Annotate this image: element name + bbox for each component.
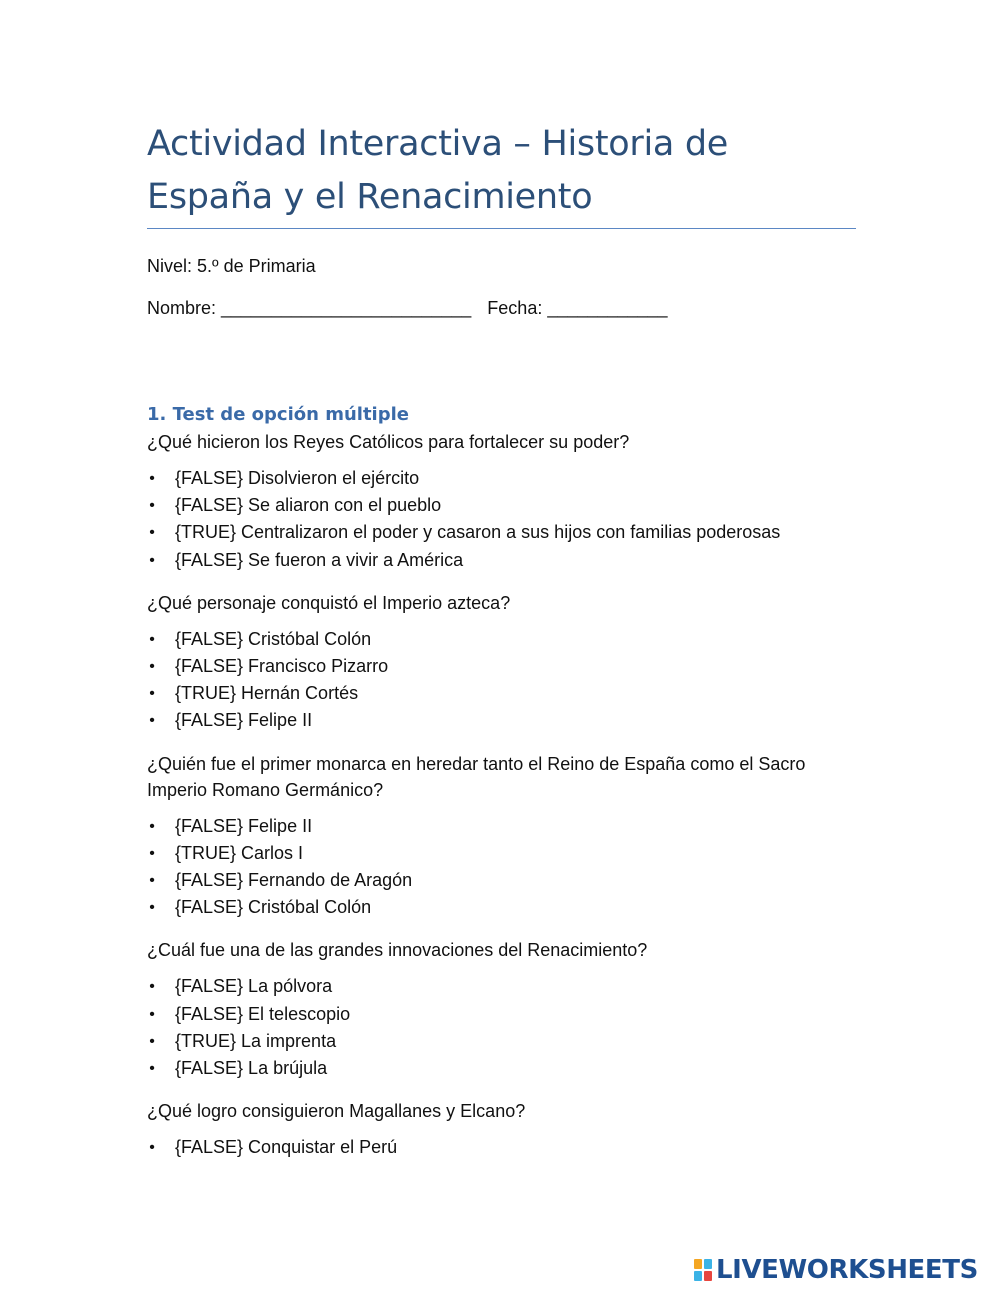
option-item[interactable] [147,894,857,921]
bullet-icon: • [149,844,155,862]
logo-text: LIVEWORKSHEETS [716,1255,978,1285]
option-label: {TRUE} Centralizaron el poder y casaron a sus hijos con familias poderosas [175,522,781,543]
option-label: {FALSE} La brújula [175,1058,328,1079]
question-list [147,429,857,1161]
option-item[interactable] [147,519,857,546]
option-label: {FALSE} Felipe II [175,815,313,836]
option-list [147,813,857,922]
option-item[interactable] [147,547,857,574]
bullet-icon: • [149,978,155,996]
option-list [147,1134,857,1161]
name-field[interactable]: Nombre: _________________________ [147,298,472,318]
bullet-icon: • [149,899,155,917]
question-text: ¿Quién fue el primer monarca en heredar tanto el Reino de España como el Sacro Imperio Romano Germánico? [147,753,806,800]
option-item[interactable] [147,680,857,707]
option-label: {FALSE} Francisco Pizarro [175,656,389,677]
option-item[interactable] [147,1055,857,1082]
option-list [147,973,857,1082]
bullet-icon: • [149,1139,155,1157]
liveworksheets-logo-icon [693,1258,713,1282]
section-heading: 1. Test de opción múltiple [147,404,409,425]
level-text: Nivel: 5.º de Primaria [147,256,316,276]
option-item[interactable] [147,813,857,840]
option-item[interactable] [147,1134,857,1161]
option-list [147,465,857,574]
option-item[interactable] [147,465,857,492]
question-block [147,590,857,735]
bullet-icon: • [149,817,155,835]
option-list [147,626,857,735]
bullet-icon: • [149,630,155,648]
option-item[interactable] [147,973,857,1000]
bullet-icon: • [149,685,155,703]
page-title [147,118,857,224]
option-label: {FALSE} Felipe II [175,710,313,731]
question-block [147,429,857,574]
bullet-icon: • [149,1032,155,1050]
title-line-1: Actividad Interactiva – Historia de [147,124,729,164]
option-item[interactable] [147,707,857,734]
title-divider [147,228,856,229]
option-item[interactable] [147,1001,857,1028]
option-item[interactable] [147,653,857,680]
question-block [147,937,857,1082]
question-text: ¿Cuál fue una de las grandes innovaciones del Renacimiento? [147,940,648,961]
question-block [147,751,857,922]
option-item[interactable] [147,1028,857,1055]
bullet-icon: • [149,872,155,890]
date-field[interactable]: Fecha: ____________ [487,298,668,318]
option-label: {FALSE} La pólvora [175,976,333,997]
liveworksheets-logo [693,1255,978,1285]
bullet-icon: • [149,524,155,542]
option-item[interactable] [147,626,857,653]
question-text: ¿Qué logro consiguieron Magallanes y Elcano? [147,1101,526,1122]
bullet-icon: • [149,470,155,487]
name-date-line [147,297,857,319]
option-label: {FALSE} Conquistar el Perú [175,1137,398,1158]
option-item[interactable] [147,840,857,867]
bullet-icon: • [149,658,155,676]
option-item[interactable] [147,867,857,894]
bullet-icon: • [149,1005,155,1023]
title-line-2: España y el Renacimiento [147,177,593,217]
bullet-icon: • [149,1060,155,1078]
question-text: ¿Qué personaje conquistó el Imperio azteca? [147,592,511,613]
option-label: {TRUE} Carlos I [175,842,304,863]
option-label: {FALSE} El telescopio [175,1003,351,1024]
worksheet-content [147,118,857,1161]
option-label: {FALSE} Se aliaron con el pueblo [175,495,442,516]
option-label: {FALSE} Cristóbal Colón [175,628,372,649]
option-label: {FALSE} Fernando de Aragón [175,870,413,891]
option-label: {FALSE} Disolvieron el ejército [175,468,420,488]
option-label: {TRUE} La imprenta [175,1030,337,1051]
question-text: ¿Qué hicieron los Reyes Católicos para fortalecer su poder? [147,432,630,452]
option-label: {FALSE} Cristóbal Colón [175,897,372,918]
bullet-icon: • [149,497,155,515]
question-block [147,1098,857,1161]
option-label: {TRUE} Hernán Cortés [175,683,359,704]
option-item[interactable] [147,492,857,519]
bullet-icon: • [149,712,155,730]
bullet-icon: • [149,551,155,569]
option-label: {FALSE} Se fueron a vivir a América [175,549,464,570]
